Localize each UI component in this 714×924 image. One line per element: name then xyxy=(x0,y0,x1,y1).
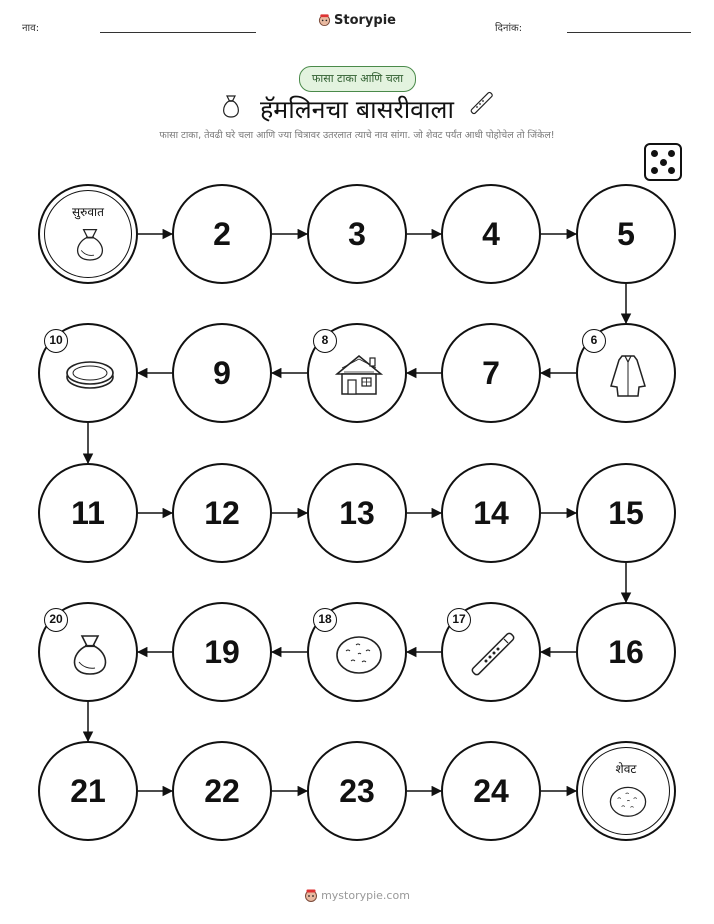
board-square-3 xyxy=(307,184,407,284)
square-number: 12 xyxy=(204,494,240,531)
bread-icon xyxy=(608,781,648,821)
instructions: फासा टाका, तेवढी घरे चला आणि ज्या चित्रावर उतरलात त्याचे नाव सांगा. जो शेवट पर्यंत आधी पोहोचेल तो जिंकेल! xyxy=(159,130,555,141)
square-number-badge: 6 xyxy=(582,329,606,353)
square-number: 14 xyxy=(473,494,509,531)
storypie-logo-icon xyxy=(304,888,318,902)
square-number: 7 xyxy=(482,354,500,391)
square-number-badge: 20 xyxy=(44,608,68,632)
board-square-25 xyxy=(576,741,676,841)
board-square-5 xyxy=(576,184,676,284)
board-square-22 xyxy=(172,741,272,841)
coin-icon xyxy=(65,350,115,400)
board-square-12 xyxy=(172,463,272,563)
footer-url: mystorypie.com xyxy=(321,889,410,902)
board-square-7 xyxy=(441,323,541,423)
square-number: 4 xyxy=(482,215,500,252)
square-number: 3 xyxy=(348,215,366,252)
board-square-16 xyxy=(576,602,676,702)
square-number-badge: 18 xyxy=(313,608,337,632)
start-label: सुरुवात xyxy=(72,205,104,219)
square-number: 15 xyxy=(608,494,644,531)
cottage-icon xyxy=(334,350,384,400)
board-square-4 xyxy=(441,184,541,284)
game-type-badge: फासा टाका आणि चला xyxy=(299,66,416,92)
brand-name: Storypie xyxy=(334,13,396,28)
board-square-14 xyxy=(441,463,541,563)
footer xyxy=(0,888,714,902)
board-square-15 xyxy=(576,463,676,563)
board-square-23 xyxy=(307,741,407,841)
square-number: 21 xyxy=(70,772,106,809)
square-number: 9 xyxy=(213,354,231,391)
square-number: 16 xyxy=(608,633,644,670)
board-square-11 xyxy=(38,463,138,563)
square-number: 22 xyxy=(204,772,240,809)
flute-icon xyxy=(468,629,518,679)
bread-icon xyxy=(334,629,384,679)
page-title: हॅमलिनचा बासरीवाला xyxy=(260,95,454,124)
square-number-badge: 8 xyxy=(313,329,337,353)
square-number-badge: 17 xyxy=(447,608,471,632)
money-bag-icon xyxy=(70,224,110,264)
square-number: 23 xyxy=(339,772,375,809)
square-number: 24 xyxy=(473,772,509,809)
board-square-24 xyxy=(441,741,541,841)
square-number: 11 xyxy=(71,494,105,531)
board-square-21 xyxy=(38,741,138,841)
board-square-19 xyxy=(172,602,272,702)
date-label: दिनांक: xyxy=(495,23,523,34)
board-square-2 xyxy=(172,184,272,284)
square-number: 19 xyxy=(204,633,240,670)
board-square-1 xyxy=(38,184,138,284)
money-bag-icon xyxy=(65,629,115,679)
board-square-9 xyxy=(172,323,272,423)
square-number: 2 xyxy=(213,215,231,252)
square-number: 5 xyxy=(617,215,635,252)
square-number-badge: 10 xyxy=(44,329,68,353)
square-number: 13 xyxy=(339,494,375,531)
board-square-13 xyxy=(307,463,407,563)
robe-icon xyxy=(603,350,653,400)
name-label: नाव: xyxy=(22,23,40,34)
end-label: शेवट xyxy=(615,762,637,776)
